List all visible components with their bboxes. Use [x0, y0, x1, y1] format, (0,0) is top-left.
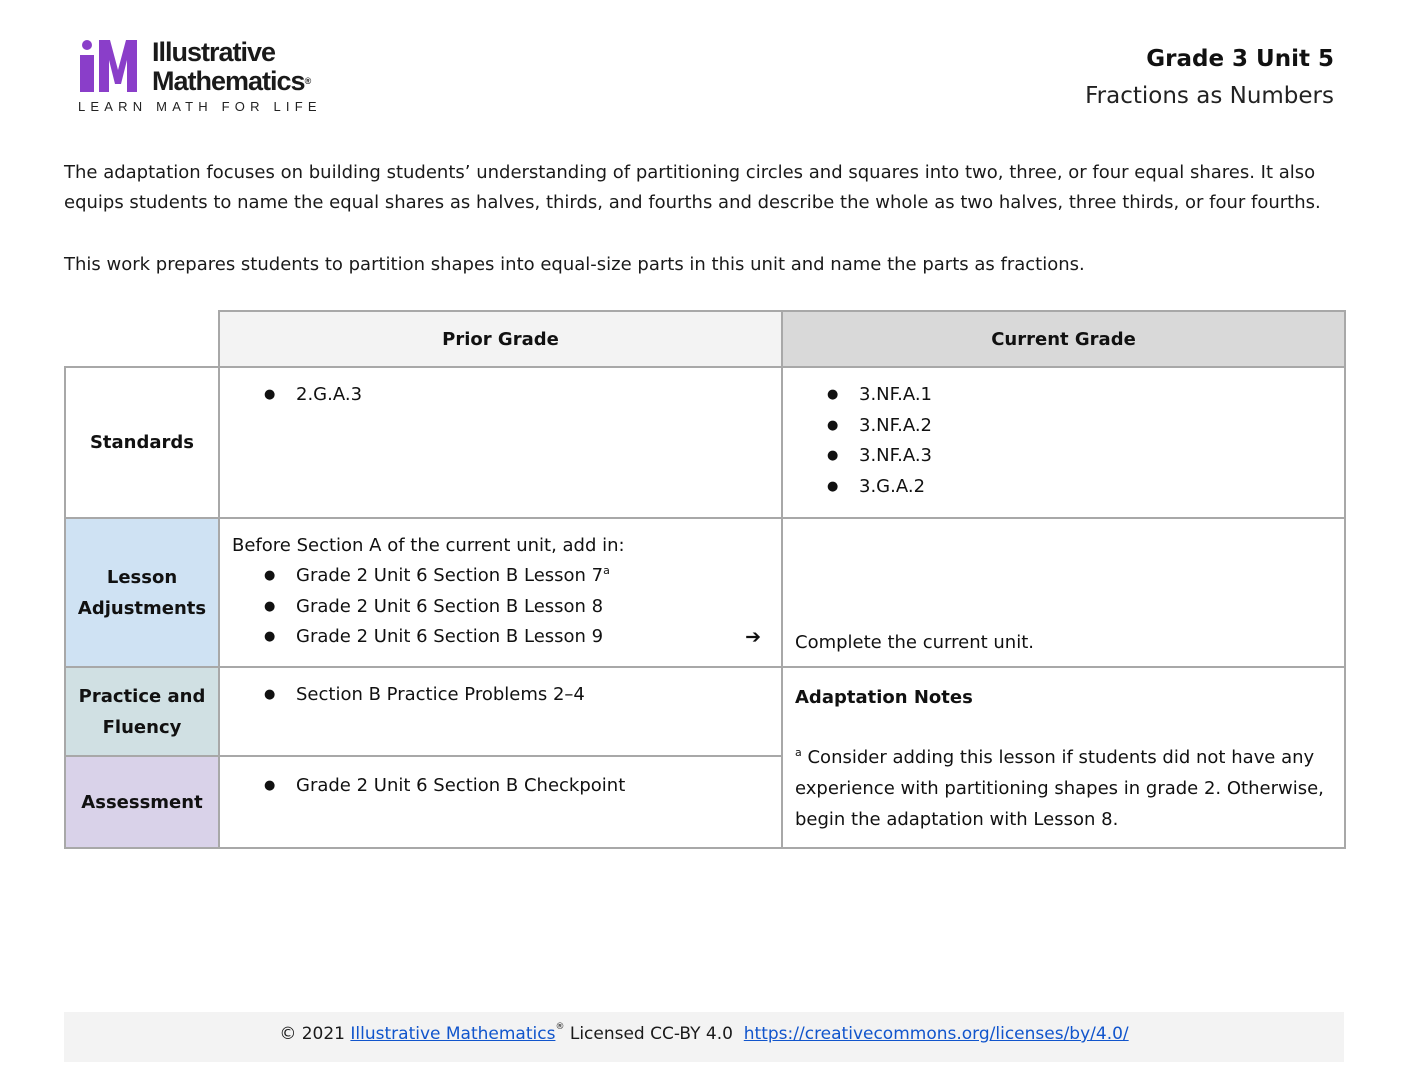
complete-current-unit-text: Complete the current unit.	[795, 632, 1034, 653]
license-footer	[64, 1012, 1344, 1062]
illustrative-mathematics-logo	[78, 38, 338, 118]
illustrative-mathematics-link[interactable]: Illustrative Mathematics	[350, 1024, 556, 1044]
prior-lessons-list	[220, 561, 769, 653]
standards-current-cell	[782, 367, 1345, 518]
lesson-current-cell	[782, 518, 1345, 667]
logo-tagline: LEARN MATH FOR LIFE	[78, 99, 322, 114]
logo-name-line2: Mathematics	[152, 66, 305, 96]
current-grade-header: Current Grade	[782, 311, 1345, 367]
list-item: ● Grade 2 Unit 6 Section B Lesson 7$^a$	[220, 561, 769, 592]
list-item: ● Grade 2 Unit 6 Section B Lesson 9 ➔	[220, 622, 769, 653]
adaptation-notes-cell	[782, 667, 1345, 848]
practice-fluency-row-label	[65, 667, 219, 756]
im-logo-mark-icon	[78, 40, 138, 94]
lesson-label-line2: Adjustments	[77, 597, 207, 619]
footer-registered-mark: ®	[555, 1022, 565, 1032]
standards-prior-cell	[219, 367, 782, 518]
logo-name-line1: Illustrative	[152, 37, 276, 67]
lesson-adjustments-row-label	[65, 518, 219, 667]
prior-standards-list	[220, 380, 781, 411]
logo-registered-mark: ®	[304, 76, 312, 86]
list-item: ● Grade 2 Unit 6 Section B Checkpoint	[220, 771, 781, 802]
intro-text	[64, 158, 1354, 280]
unit-title: Grade 3 Unit 5	[1146, 46, 1334, 72]
copyright-text: © 2021	[279, 1024, 345, 1044]
list-item: ● 3.NF.A.2	[783, 411, 1344, 442]
list-item: ● Grade 2 Unit 6 Section B Lesson 8	[220, 592, 769, 623]
assessment-prior-cell	[219, 756, 782, 848]
assessment-row-label: Assessment	[65, 756, 219, 848]
intro-paragraph-2: This work prepares students to partition shapes into equal-size parts in this unit and name the parts as fractions.	[64, 254, 1085, 275]
unit-header	[1085, 42, 1334, 116]
footnote-mark: a	[603, 564, 610, 577]
lesson-label-line1: Lesson	[106, 566, 178, 588]
standards-row-label: Standards	[65, 367, 219, 518]
unit-subtitle: Fractions as Numbers	[1085, 83, 1334, 109]
right-arrow-icon: ➔	[745, 626, 761, 648]
license-url-link[interactable]: https://creativecommons.org/licenses/by/4.0/	[743, 1024, 1129, 1044]
footnote-mark: a	[795, 746, 802, 759]
current-standards-list	[783, 380, 1344, 502]
lesson-prior-cell	[219, 518, 782, 667]
practice-label-line2: Fluency	[102, 716, 182, 738]
intro-paragraph-1: The adaptation focuses on building students’ understanding of partitioning circles and squares into two, three, or four equal shares. It also equips students to name the equal shares as halves, thirds, and fourths and describe the whole as two halves, three thirds, or four fourths.	[64, 162, 1321, 213]
adaptation-notes-text: $^a$ Consider adding this lesson if students did not have any experience with partitioning shapes in grade 2. Otherwise, begin the adaptation with Lesson 8.	[795, 746, 1324, 830]
practice-prior-cell	[219, 667, 782, 756]
list-item: ● 2.G.A.3	[220, 380, 781, 411]
adaptation-notes-title: Adaptation Notes	[795, 687, 973, 708]
lesson-intro-text: Before Section A of the current unit, add in:	[232, 535, 625, 556]
license-text: Licensed CC-BY 4.0	[569, 1024, 733, 1044]
logo-wordmark	[152, 38, 311, 96]
prior-grade-header: Prior Grade	[219, 311, 782, 367]
list-item: ● 3.NF.A.3	[783, 441, 1344, 472]
adaptation-table	[64, 310, 1346, 849]
list-item: ● 3.NF.A.1	[783, 380, 1344, 411]
list-item: ● Section B Practice Problems 2–4	[220, 680, 781, 711]
practice-list	[220, 680, 781, 711]
list-item: ● 3.G.A.2	[783, 472, 1344, 503]
table-corner	[65, 311, 219, 367]
assessment-list	[220, 771, 781, 802]
practice-label-line1: Practice and	[78, 685, 206, 707]
